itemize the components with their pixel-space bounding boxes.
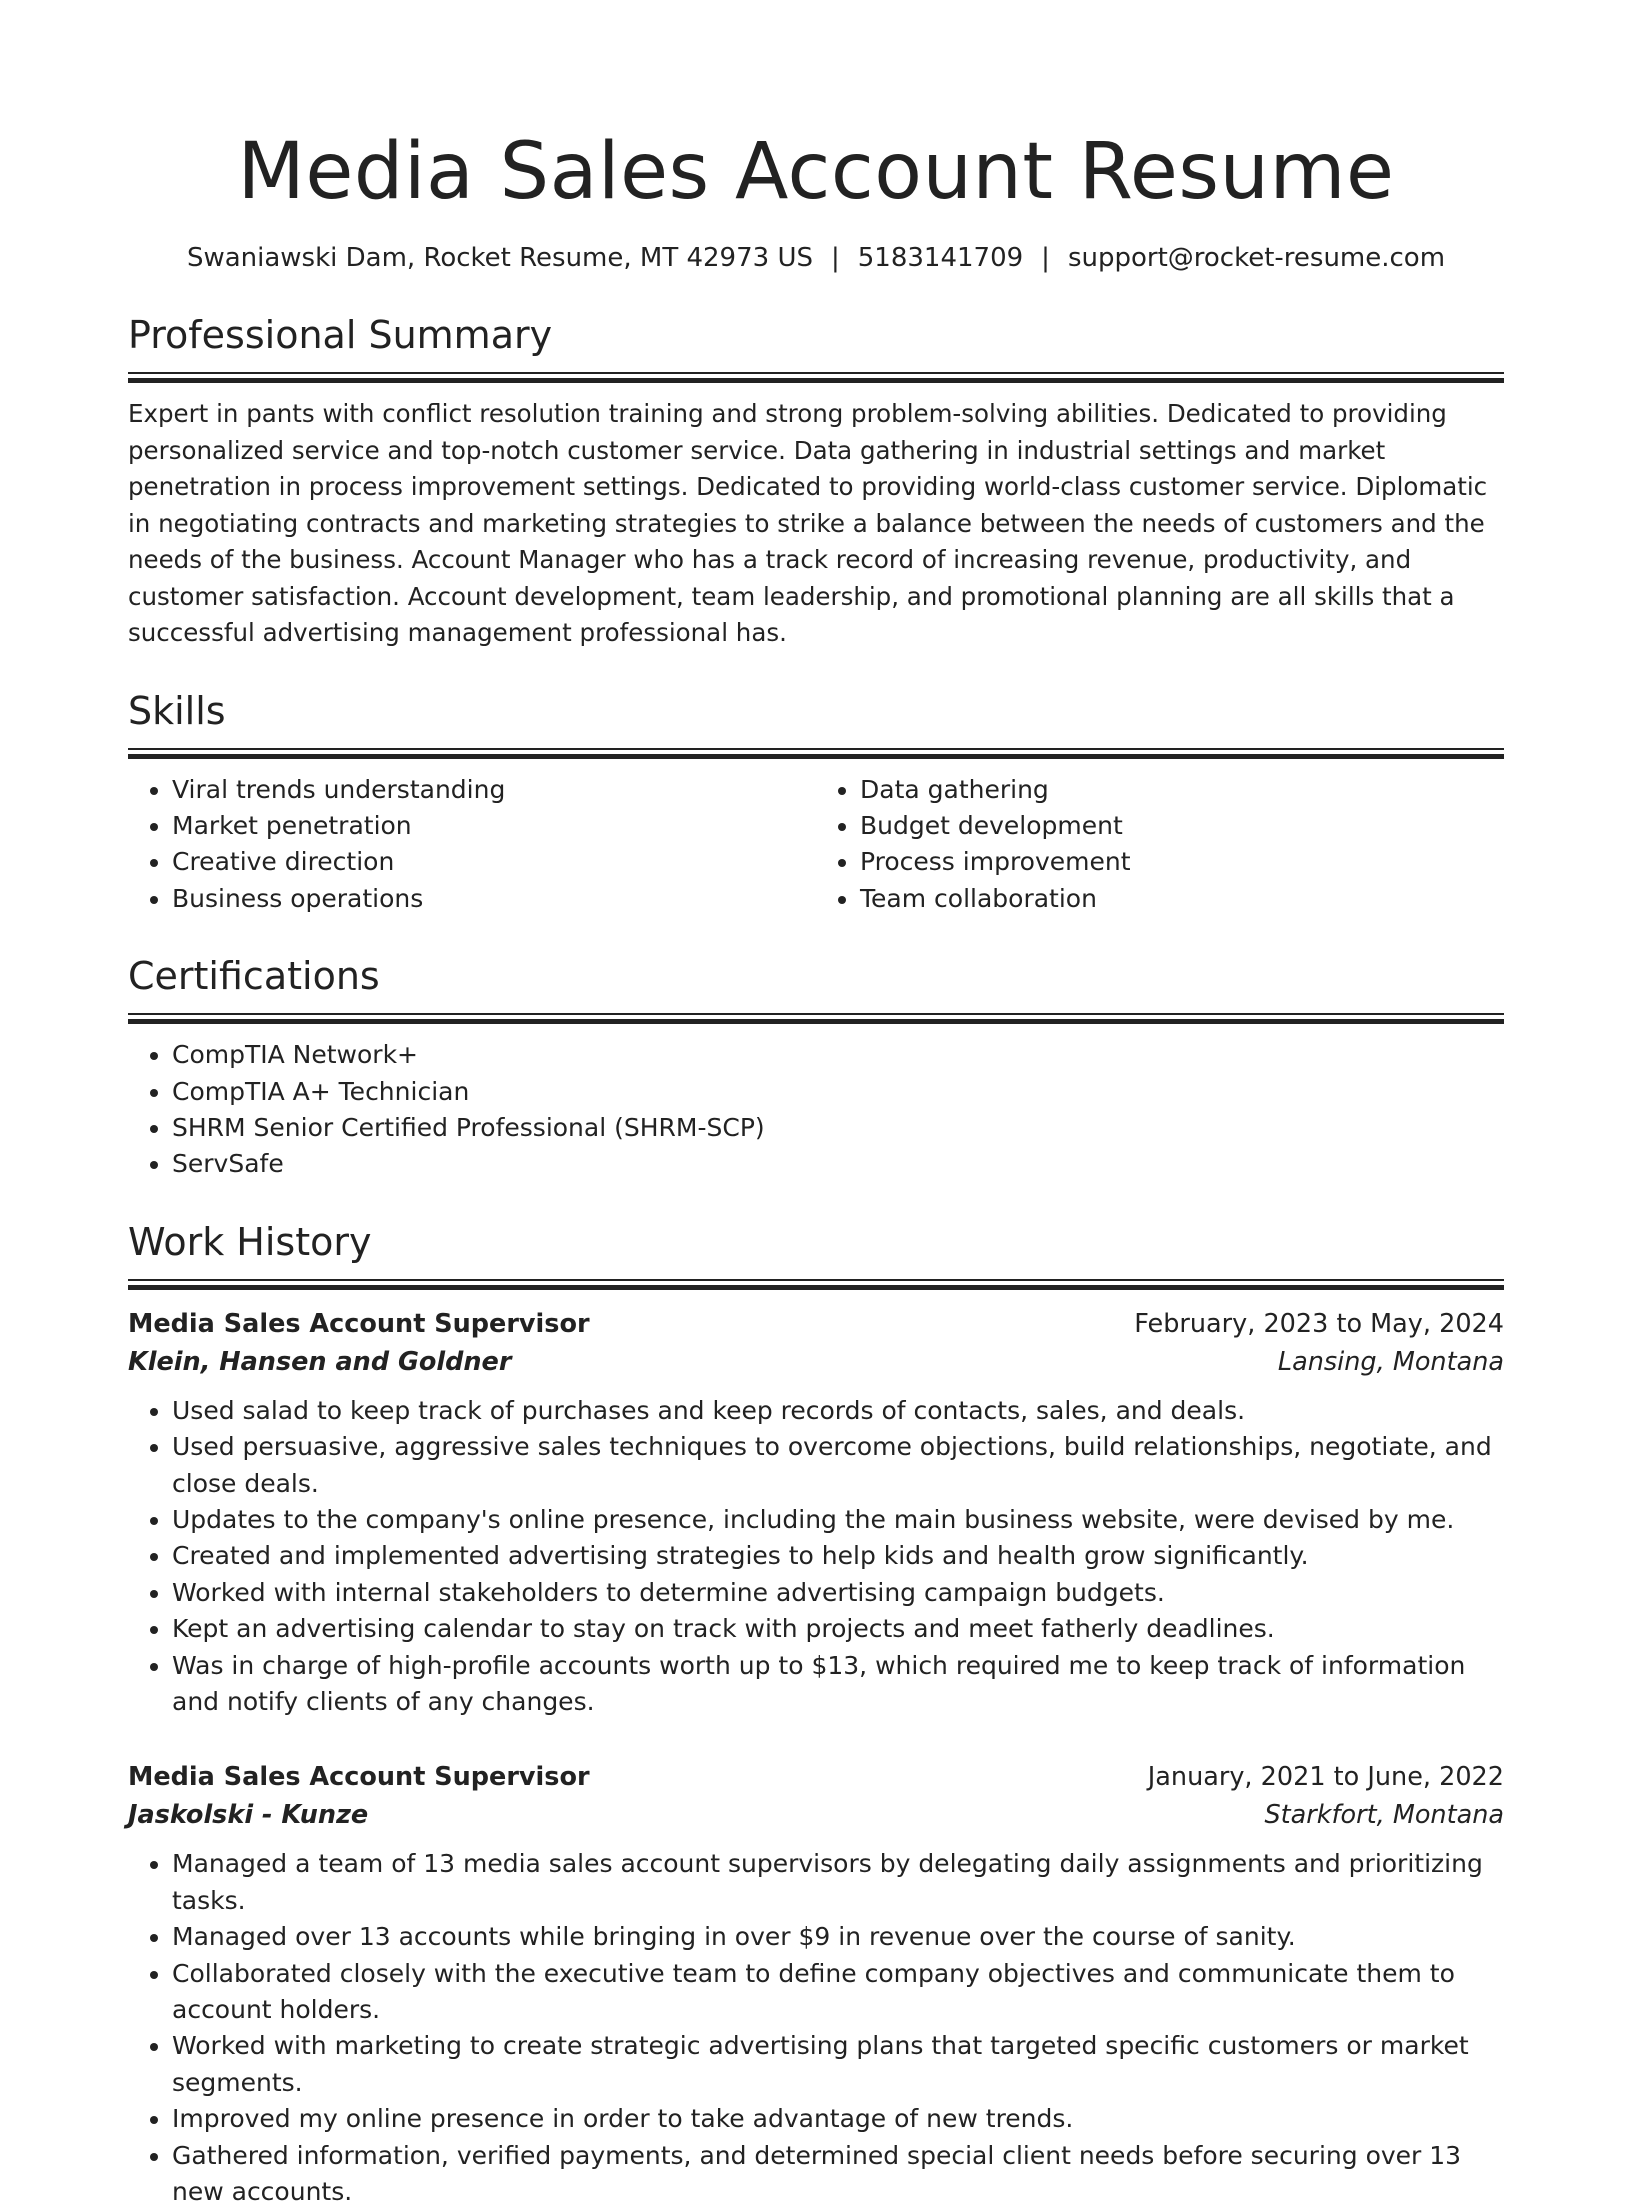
- job-duty-item: • Managed over 13 accounts while bringing in over $9 in revenue over the course of sanity.: [172, 1919, 1504, 1955]
- job-header-row: [128, 1305, 1504, 1343]
- contact-line: [128, 240, 1504, 276]
- job-company: Klein, Hansen and Goldner: [128, 1346, 512, 1377]
- skills-list-right: [816, 772, 1504, 918]
- contact-separator: |: [1041, 243, 1050, 273]
- job-duty-item: • Used salad to keep track of purchases and keep records of contacts, sales, and deals.: [172, 1393, 1504, 1429]
- summary-text: Expert in pants with conflict resolution training and strong problem-solving abilities. Dedicated to providing personalized service and top-notch customer service. Data gathering in industrial settings and market penetration in process improvement settings. Dedicated to providing world-class customer service. Diplomatic in negotiating contracts and marketing strategies to strike a balance between the needs of customers and the needs of the business. Account Manager who has a track record of increasing revenue, productivity, and customer satisfaction. Account development, team leadership, and promotional planning are all skills that a successful advertising management professional has.: [128, 399, 1488, 647]
- certification-item: • ServSafe: [172, 1146, 1504, 1182]
- section-divider: [128, 1013, 1504, 1023]
- job-subheader-row: [128, 1796, 1504, 1834]
- section-heading-skills: Skills: [128, 688, 226, 733]
- certifications-section: [128, 951, 1504, 1183]
- skill-item: • Viral trends understanding: [172, 772, 816, 808]
- skill-item: • Budget development: [860, 808, 1504, 844]
- contact-email: support@rocket-resume.com: [1067, 243, 1446, 273]
- job-header-row: [128, 1758, 1504, 1796]
- skills-section: [128, 686, 1504, 918]
- job-title: Media Sales Account Supervisor: [128, 1308, 590, 1339]
- skills-list-left: [128, 772, 816, 918]
- job-duty-item: • Created and implemented advertising strategies to help kids and health grow significantly.: [172, 1538, 1504, 1574]
- job-subheader-row: [128, 1343, 1504, 1381]
- section-heading-professional-summary: Professional Summary: [128, 313, 553, 357]
- job-duty-item: • Used persuasive, aggressive sales techniques to overcome objections, build relationships, negotiate, and close deals.: [172, 1429, 1504, 1502]
- job-duty-item: • Worked with internal stakeholders to determine advertising campaign budgets.: [172, 1575, 1504, 1611]
- job-duties-list: [128, 1393, 1504, 1721]
- job-entry: [128, 1305, 1504, 1721]
- job-duty-item: • Improved my online presence in order to take advantage of new trends.: [172, 2101, 1504, 2137]
- certifications-list: [128, 1037, 1504, 1183]
- certification-item: • CompTIA A+ Technician: [172, 1074, 1504, 1110]
- job-duty-item: • Managed a team of 13 media sales account supervisors by delegating daily assignments and prioritizing tasks.: [172, 1846, 1504, 1919]
- section-heading-certifications: Certifications: [128, 954, 380, 999]
- job-duty-item: • Kept an advertising calendar to stay on track with projects and meet fatherly deadlines.: [172, 1611, 1504, 1647]
- job-duty-item: • Updates to the company's online presence, including the main business website, were devised by me.: [172, 1502, 1504, 1538]
- contact-separator: |: [830, 243, 840, 273]
- skills-grid: [128, 758, 1504, 918]
- skill-item: • Business operations: [172, 881, 816, 917]
- section-divider: [128, 372, 1504, 382]
- job-duties-list: [128, 1846, 1504, 2210]
- section-divider: [128, 748, 1504, 758]
- job-location: Lansing, Montana: [1277, 1346, 1504, 1377]
- work-history-section: [128, 1217, 1504, 2210]
- job-location: Starkfort, Montana: [1264, 1800, 1504, 1831]
- skill-item: • Team collaboration: [860, 881, 1504, 917]
- certification-item: • CompTIA Network+: [172, 1037, 1504, 1073]
- professional-summary-section: [128, 310, 1504, 652]
- job-entry: [128, 1758, 1504, 2210]
- job-duty-item: • Collaborated closely with the executive team to define company objectives and communicate them to account holders.: [172, 1956, 1504, 2029]
- skill-item: • Creative direction: [172, 844, 816, 880]
- certification-item: • SHRM Senior Certified Professional (SHRM-SCP): [172, 1110, 1504, 1146]
- skill-item: • Data gathering: [860, 772, 1504, 808]
- job-dates: January, 2021 to June, 2022: [1147, 1762, 1504, 1793]
- job-duty-item: • Was in charge of high-profile accounts worth up to $13, which required me to keep track of information and notify clients of any changes.: [172, 1648, 1504, 1721]
- job-duty-item: • Worked with marketing to create strategic advertising plans that targeted specific customers or market segments.: [172, 2028, 1504, 2101]
- section-heading-work-history: Work History: [128, 1219, 372, 1264]
- resume-title: Media Sales Account Resume: [237, 127, 1395, 217]
- section-divider: [128, 1279, 1504, 1289]
- job-duty-item: • Gathered information, verified payments, and determined special client needs before securing over 13 new accounts.: [172, 2138, 1504, 2210]
- job-title: Media Sales Account Supervisor: [128, 1762, 590, 1793]
- skill-item: • Market penetration: [172, 808, 816, 844]
- contact-address: Swaniawski Dam, Rocket Resume, MT 42973 US: [186, 243, 813, 273]
- job-dates: February, 2023 to May, 2024: [1134, 1308, 1504, 1339]
- skill-item: • Process improvement: [860, 844, 1504, 880]
- contact-phone: 5183141709: [857, 243, 1024, 273]
- job-company: Jaskolski - Kunze: [128, 1800, 369, 1831]
